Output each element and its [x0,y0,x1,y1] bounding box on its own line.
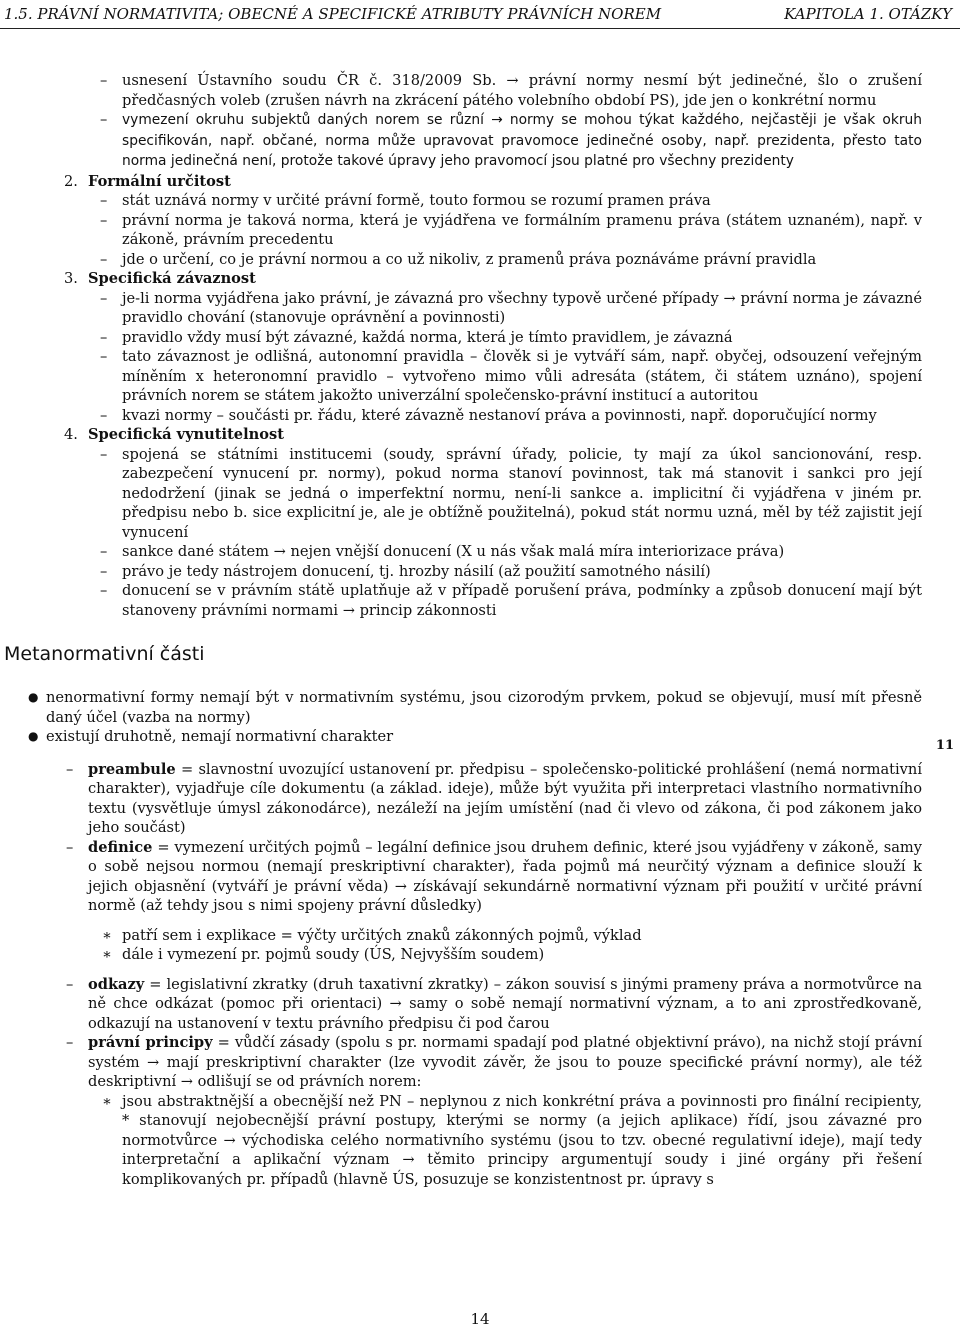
bullet-marker: ● [28,690,39,704]
dash-marker: – [100,111,108,128]
bullet-item [0,727,960,747]
dash-item [0,562,960,582]
header-chapter-label: KAPITOLA 1. OTÁZKY [784,5,952,23]
dash-text: usnesení Ústavního soudu ČR č. 318/2009 Sb. → právní normy nesmí být jedinečné, šlo o zrušení předčasných voleb (zrušen návrh na zkrácení pátého volebního období PS), jde jen o konkrétní normu [122,72,922,109]
definition-text: = vymezení určitých pojmů – legální definice jsou druhem definic, které jsou vyjádřeny v zákoně, samy o sobě nejsou normou (nemají preskriptivní charakter), řada pojmů má neurčitý význam a definice slouží k jejich objasnění (vytváří je právní věda) → získávají sekundárně normativní význam při použití v určité právní normě (až tehdy jsou s nimi spojeny právní důsledky) [88,838,922,914]
star-marker: ∗ [102,926,112,944]
dash-item [0,250,960,270]
dash-text: jde o určení, co je právní normou a co už nikoliv, z pramenů práva poznáváme právní pravidla [122,250,817,268]
definition-text: = vůdčí zásady (spolu s pr. normami spadají pod platné objektivní právo), na nichž stojí právní systém → mají preskriptivní charakter (lze vyvodit závěr, že jsou to pouze specifické právní normy), ale též deskriptivní → odlišují se od právních norem: [88,1034,922,1090]
bullet-item [0,688,960,727]
numbered-heading [0,172,960,192]
bullet-text: existují druhotně, nemají normativní charakter [46,728,394,745]
running-header [4,4,952,24]
dash-marker: – [100,328,108,346]
definition-item [0,838,960,916]
dash-item [0,191,960,211]
dash-text: sankce dané státem → nejen vnější donucení (X u nás však malá míra interiorizace práva) [122,543,785,560]
dash-text: donucení se v právním státě uplatňuje až v případě porušení práva, podmínky a způsob donucení mají být stanoveny právními normami → princip zákonnosti [122,582,922,619]
star-text: dále i vymezení pr. pojmů soudy (ÚS, Nejvyšším soudem) [122,946,545,963]
number-label: 4. [64,426,78,443]
dash-item [0,289,960,328]
dash-marker: – [100,562,108,580]
star-text: patří sem i explikace = výčty určitých znaků zákonných pojmů, výklad [122,926,642,944]
numbered-heading [0,425,960,445]
bullet-marker: ● [28,729,39,743]
page-number: 14 [470,1310,490,1328]
definition-item [0,1033,960,1092]
dash-marker: – [66,975,74,993]
dash-marker: – [100,211,108,229]
dash-marker: – [66,838,74,856]
number-label: 2. [64,172,78,190]
dash-text: kvazi normy – součásti pr. řádu, které závazně nestanoví práva a povinnosti, např. doporučující normy [122,406,877,424]
dash-item [0,542,960,562]
margin-page-number: 11 [935,738,954,753]
bullet-text: nenormativní formy nemají být v normativním systému, jsou cizorodým prvkem, pokud se objevují, musí mít přesně daný účel (vazba na normy) [46,689,922,726]
dash-text: stát uznává normy v určité právní formě, touto formou se rozumí pramen práva [122,192,711,209]
star-text: jsou abstraktnější a obecnější než PN – neplynou z nich konkrétní práva a povinnosti pro finální recipienty, * stanovují nejobecnější právní postupy, kterými se normy (a jejich aplikace) řídí, jsou závazné pro normotvůrce → východiska celého normativního systému (jsou to tzv. obecné regulativní ideje), mají tedy interpretační a aplikační význam → těmito principy argumentují soudy i jiné orgány při řešení komplikovaných pr. případů (hlavně ÚS, posuzuje se konzistentnost pr. úpravy s [122,1092,922,1188]
page-body [0,71,960,1189]
dash-text: pravidlo vždy musí být závazné, každá norma, která je tímto pravidlem, je závazná [122,328,733,346]
numbered-title: Specifická závaznost [88,270,256,287]
numbered-title: Formální určitost [88,172,231,190]
dash-text: je-li norma vyjádřena jako právní, je závazná pro všechny typově určené případy → právní norma je závazné pravidlo chování (stanovuje oprávnění a povinnosti) [122,289,922,326]
dash-text: spojená se státními institucemi (soudy, správní úřady, policie, ty mají za úkol sancionování, resp. zabezpečení vynucení pr. normy), pokud norma stanoví povinnost, tak má stanovit i sankci pro její nedodržení (jinak se jedná o imperfektní normu, není-li sankce a. implicitní či vyjádřena v jiném pr. předpisu nebo b. sice explicitní je, ale je obtížně použitelná), pokud stát normu uzná, měl by též zajistit její vynucení [122,445,922,541]
star-item [0,1092,960,1190]
dash-marker: – [100,445,108,463]
definition-item [0,760,960,838]
section-title: Metanormativní části [4,643,205,665]
dash-marker: – [100,348,108,365]
dash-item [0,328,960,348]
dash-item [0,110,960,172]
definition-term: definice [88,838,153,856]
dash-item [0,71,960,110]
number-label: 3. [64,270,78,287]
dash-text: právní norma je taková norma, která je vyjádřena ve formálním pramenu práva (státem uznaném), např. v zákoně, právním precedentu [122,211,922,248]
star-item [0,926,960,946]
dash-text: právo je tedy nástrojem donucení, tj. hrozby násilí (až použití samotného násilí) [122,562,711,580]
dash-item [0,406,960,426]
definition-term: odkazy [88,975,145,993]
definition-term: právní principy [88,1034,213,1051]
definition-item [0,975,960,1034]
header-rule [0,28,960,29]
definition-term: preambule [88,760,176,778]
dash-marker: – [100,72,108,89]
numbered-heading [0,269,960,289]
star-marker: ∗ [102,1092,112,1110]
dash-item [0,445,960,543]
dash-marker: – [100,192,108,209]
dash-item [0,581,960,620]
numbered-title: Specifická vynutitelnost [88,426,284,443]
dash-item [0,211,960,250]
dash-item [0,347,960,406]
dash-marker: – [100,289,108,307]
star-item [0,945,960,965]
star-marker: ∗ [102,946,112,963]
dash-marker: – [100,250,108,268]
dash-marker: – [100,543,108,560]
dash-text: vymezení okruhu subjektů daných norem se různí → normy se mohou týkat každého, nejčastěji je však okruh specifikován, např. občané, norma může upravovat pravomoce jedinečné osoby, např. prezidenta, přesto tato norma jedinečná není, protože takové úpravy jeho pravomocí jsou platné pro všechny prezidenty [122,112,922,169]
dash-marker: – [66,1034,74,1051]
dash-text: tato závaznost je odlišná, autonomní pravidla – člověk si je vytváří sám, např. obyčej, odsouzení veřejným míněním x heteronomní pravidlo – vytvořeno mimo vůli adresáta (státem, či státem uznáno), spojení právních norem se státem jakožto univerzální společensko-právní institucí a autoritou [122,348,922,404]
definition-text: = legislativní zkratky (druh taxativní zkratky) – zákon souvisí s jinými prameny práva a normotvůrce na ně chce odkázat (pomoc při orientaci) → samy o sobě nemají normativní význam, a to ani zprostředkovaně, odkazují na ustanovení v textu právního předpisu či pod čarou [88,975,922,1032]
dash-marker: – [100,582,108,599]
header-chapter-title: 1.5. PRÁVNÍ NORMATIVITA; OBECNÉ A SPECIFICKÉ ATRIBUTY PRÁVNÍCH NOREM [4,5,662,23]
dash-marker: – [66,760,74,778]
dash-marker: – [100,406,108,424]
definition-text: = slavnostní uvozující ustanovení pr. předpisu – společensko-politické prohlášení (nemá normativní charakter), vyjadřuje cíle dokumentu (a základ. ideje), může být využita při interpretaci vlastního normativního textu (vysvětluje úmysl zákonodárce), nezáleží na jejím umístění (nad či vlevo od zákona, či pod zákonem jako jeho součást) [88,760,922,836]
